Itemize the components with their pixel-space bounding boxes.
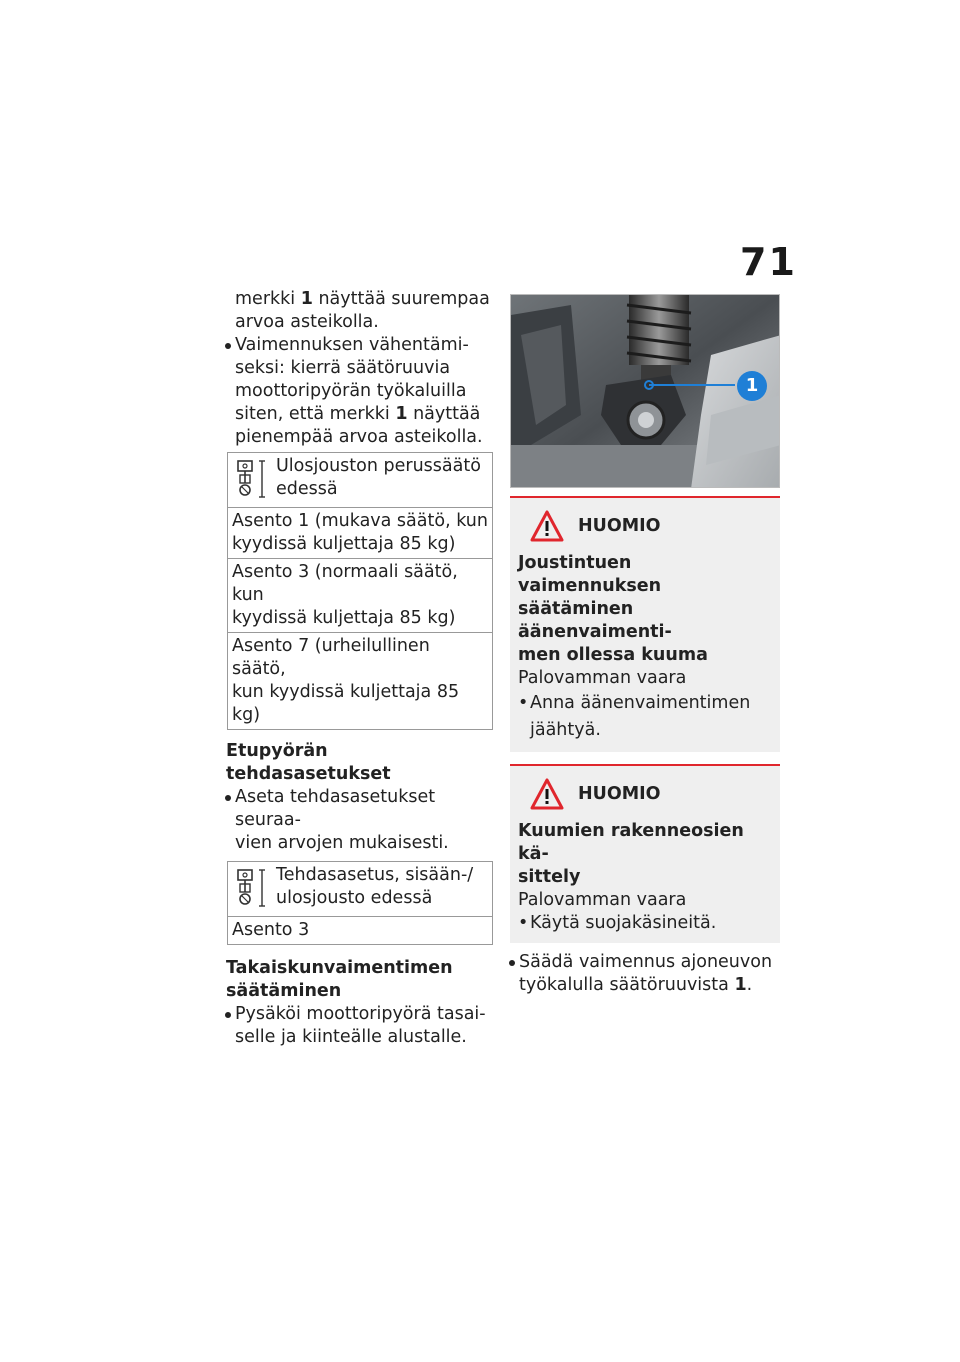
notice-heading: Joustintuen vaimennuksen säätäminen äänenvaimenti- men ollessa kuuma: [518, 553, 708, 665]
spec-title: Tehdasasetus, sisään-/ ulosjousto edessä: [276, 865, 474, 908]
spec-row: Asento 7 (urheilullinen säätö, kun kyydissä kuljettaja 85 kg): [228, 632, 492, 729]
notice-hot-silencer: [510, 496, 780, 752]
bullet-item: Pysäköi moottoripyörä tasai- selle ja kiinteälle alustalle.: [226, 1003, 494, 1049]
page-number: 71: [740, 240, 797, 284]
notice-title-row: [520, 776, 772, 812]
notice-title-row: [520, 508, 772, 544]
notice-heading: Kuumien rakenneosien kä- sittely: [518, 821, 744, 887]
spec-row: Asento 1 (mukava säätö, kun kyydissä kuljettaja 85 kg): [228, 507, 492, 558]
right-column: [510, 294, 780, 997]
spec-table-factory-setting: [227, 861, 493, 945]
bullet-item: Vaimennuksen vähentämi- seksi: kierrä säätöruuvia moottoripyörän työkaluilla siten, että merkki 1 näyttää pienempää arvoa asteikolla.: [226, 334, 494, 449]
paragraph: merkki 1 näyttää suurempaa arvoa asteikolla.: [235, 289, 490, 332]
notice-hot-components: [510, 764, 780, 943]
bullet-item: Säädä vaimennus ajoneuvon työkalulla säätöruuvista 1.: [510, 951, 780, 997]
spec-row: Asento 3: [228, 916, 492, 944]
spec-header: [228, 453, 492, 507]
spec-title: Ulosjouston perussäätö edessä: [276, 456, 481, 499]
left-column: [226, 288, 494, 1049]
shock-absorber-photo: [510, 294, 780, 488]
spec-row: Asento 3 (normaali säätö, kun kyydissä kuljettaja 85 kg): [228, 558, 492, 632]
spec-table-rebound-base: [227, 452, 493, 730]
shock-absorber-icon: [232, 866, 272, 910]
spec-header: [228, 862, 492, 916]
notice-title: HUOMIO: [578, 784, 661, 804]
bullet-item: Aseta tehdasasetukset seuraa- vien arvojen mukaisesti.: [226, 786, 494, 855]
notice-text: Palovamman vaara: [518, 668, 687, 688]
notice-bullet: •Anna äänenvaimentimen jäähtyä.: [518, 693, 751, 740]
section-heading: Etupyörän tehdasasetukset: [226, 741, 391, 784]
notice-bullet: •Käytä suojakäsineitä.: [518, 913, 717, 933]
notice-title: HUOMIO: [578, 516, 661, 536]
notice-text: Palovamman vaara: [518, 890, 687, 910]
section-heading: Takaiskunvaimentimen säätäminen: [226, 958, 453, 1001]
warning-icon: [530, 778, 564, 810]
shock-absorber-icon: [232, 457, 272, 501]
warning-icon: [530, 510, 564, 542]
callout-marker: 1: [737, 371, 767, 401]
